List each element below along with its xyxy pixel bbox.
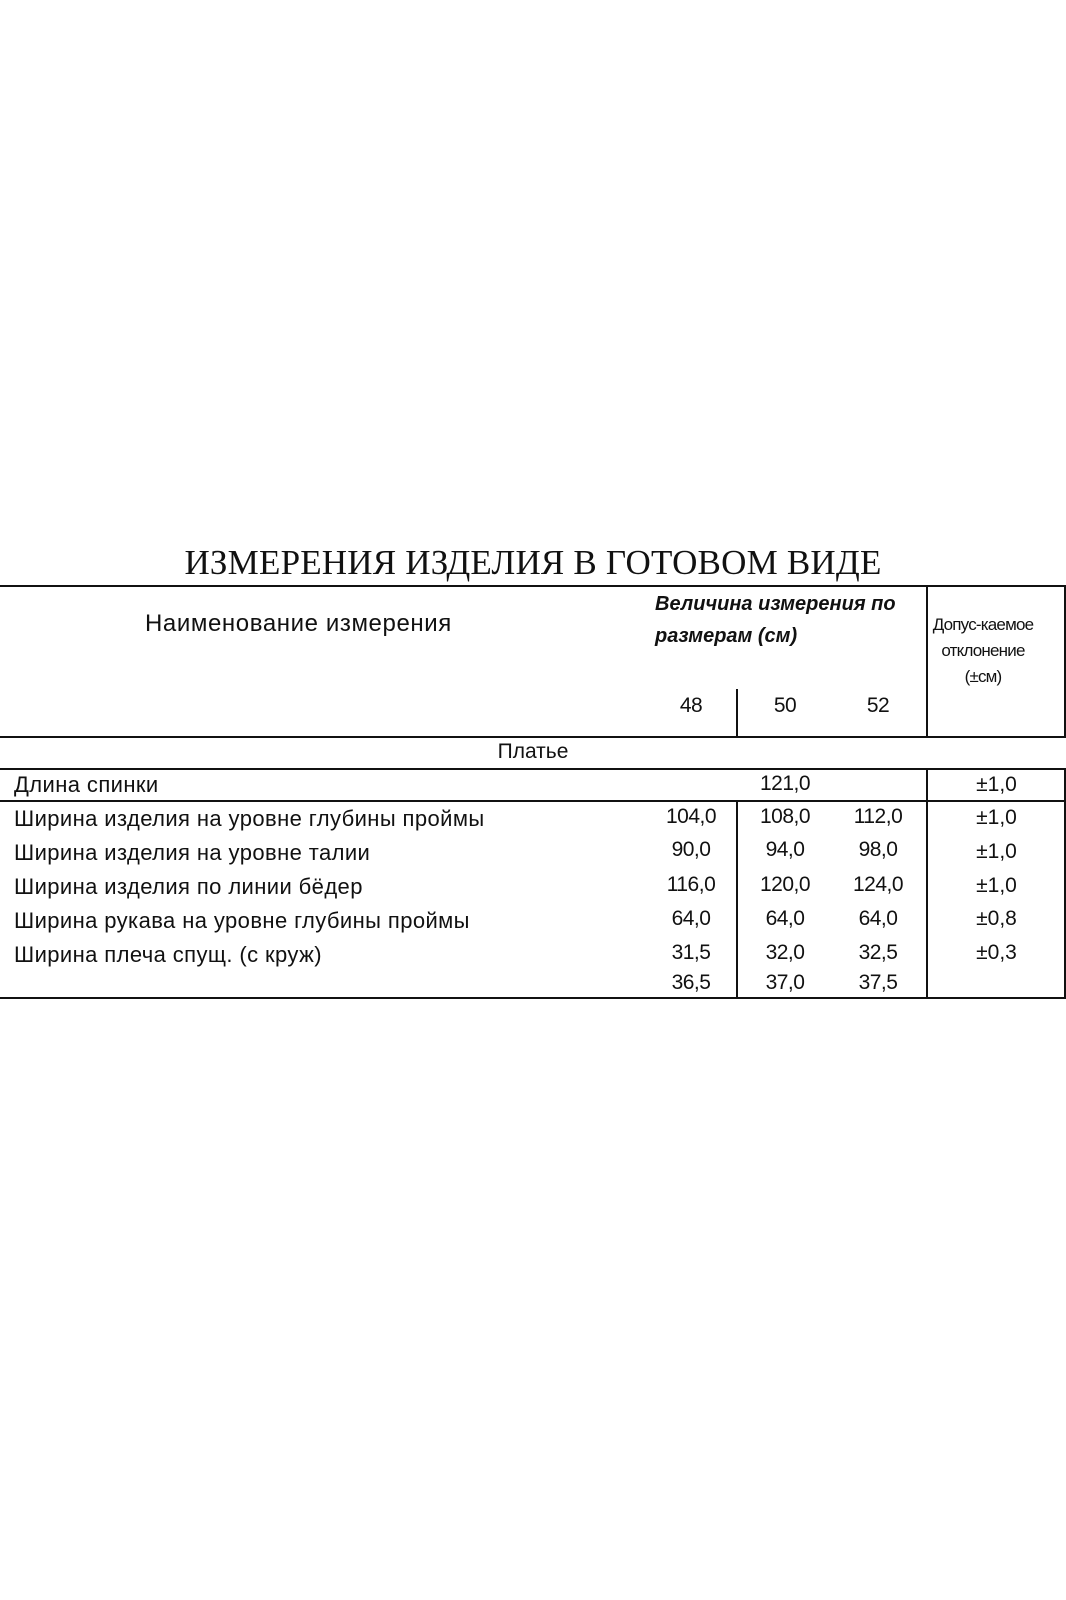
value-48: 31,5: [671, 941, 711, 964]
value-50: 120,0: [759, 873, 811, 896]
tolerance-value: ±0,3: [976, 941, 1017, 964]
size-50: 50: [773, 694, 797, 717]
row-label: Ширина изделия по линии бёдер: [14, 874, 363, 899]
page-title: ИЗМЕРЕНИЯ ИЗДЕЛИЯ В ГОТОВОМ ВИДЕ: [184, 543, 882, 582]
merged-value: 121,0: [759, 772, 811, 795]
size-column-divider: [736, 689, 738, 736]
value-48: 64,0: [671, 907, 711, 930]
row-label: Ширина изделия на уровне глубины проймы: [14, 806, 485, 831]
row-label: Длина спинки: [14, 772, 159, 797]
value-52: 37,5: [858, 971, 898, 994]
section-bottom-border: [0, 768, 1066, 770]
tolerance-value: ±0,8: [976, 907, 1017, 930]
value-50: 32,0: [765, 941, 805, 964]
value-52: 124,0: [852, 873, 904, 896]
value-52: 98,0: [858, 838, 898, 861]
header-tolerance-label: Допус-каемое отклонение (±см): [932, 615, 1034, 686]
value-50: 37,0: [765, 971, 805, 994]
header-name-label: Наименование измерения: [145, 610, 452, 637]
row-label: Ширина плеча спущ. (с круж): [14, 942, 322, 967]
tolerance-value: ±1,0: [976, 874, 1017, 897]
value-48: 104,0: [665, 805, 717, 828]
value-48: 116,0: [666, 873, 716, 896]
header-bottom-border: [0, 736, 1066, 738]
section-label: Платье: [497, 740, 569, 763]
size-column-divider: [736, 800, 738, 998]
table-top-border: [0, 585, 1066, 587]
header-sizes-label: Величина измерения по размерам (см): [655, 593, 896, 647]
value-50: 94,0: [765, 838, 805, 861]
tolerance-value: ±1,0: [976, 840, 1017, 863]
tolerance-value: ±1,0: [976, 806, 1017, 829]
value-48: 90,0: [671, 838, 711, 861]
value-52: 32,5: [858, 941, 898, 964]
value-52: 112,0: [853, 805, 903, 828]
size-48: 48: [679, 694, 703, 717]
row-label: Ширина изделия на уровне талии: [14, 840, 371, 865]
row-label: Ширина рукава на уровне глубины проймы: [14, 908, 470, 933]
value-50: 108,0: [759, 805, 811, 828]
size-52: 52: [866, 694, 890, 717]
row-divider: [0, 800, 1066, 802]
tolerance-value: ±1,0: [976, 773, 1017, 796]
table-bottom-border: [0, 997, 1066, 999]
value-52: 64,0: [858, 907, 898, 930]
value-50: 64,0: [765, 907, 805, 930]
value-48: 36,5: [671, 971, 711, 994]
